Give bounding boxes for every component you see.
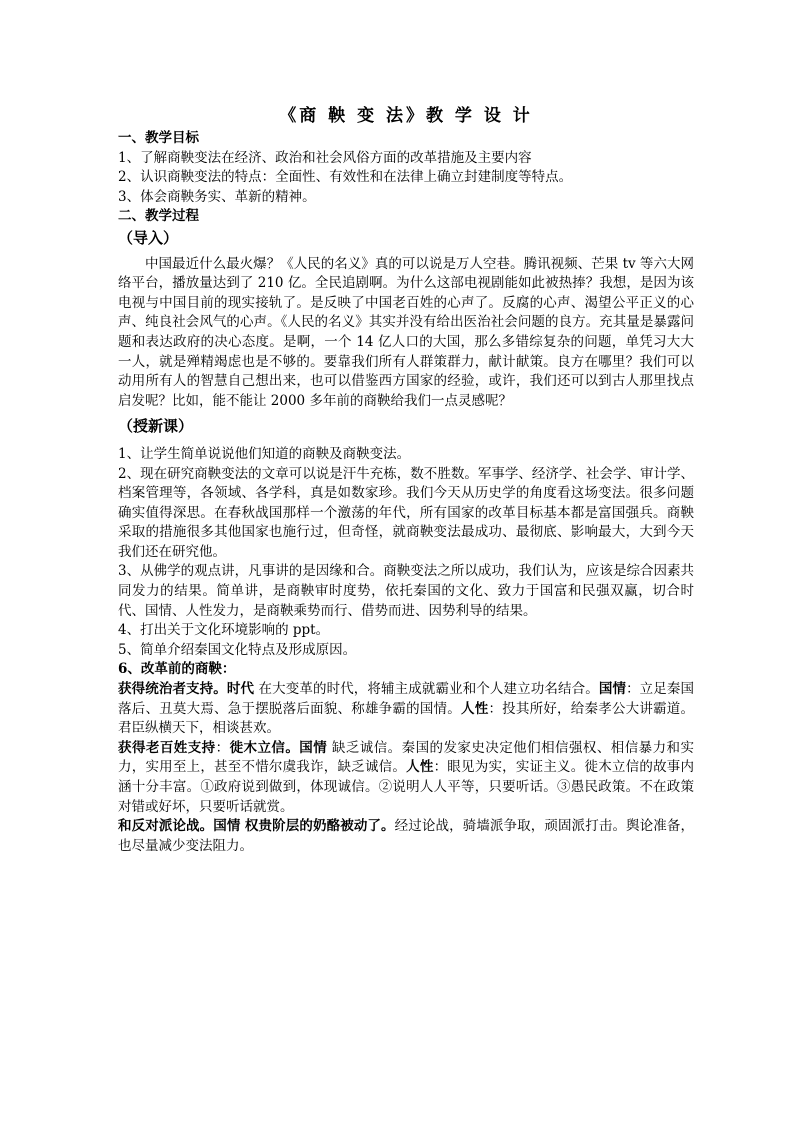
bold-phrase: 徙木立信。国情 — [229, 739, 328, 756]
section-heading-process: 二、教学过程 — [118, 208, 199, 225]
bold-phrase: 获得统治者支持。时代 — [118, 681, 255, 698]
lesson-item: 1、让学生简单说说他们知道的商鞅及商鞅变法。 — [118, 445, 411, 462]
lesson-item: 5、简单介绍秦国文化特点及形成原因。 — [118, 641, 357, 658]
text-run: ：投其所好，给秦孝公大讲霸道。君臣纵横天下，相谈甚欢。 — [118, 700, 695, 737]
text-run: ： — [215, 739, 230, 756]
lesson-item: 3、从佛学的观点讲，凡事讲的是因缘和合。商鞅变法之所以成功，我们认为，应该是综合因素共同发力的结果。简单讲，是商鞅审时度势，依托秦国的文化、致力于国富和民强双赢，切合时代、国情、人性发力，是商鞅乘势而行、借势而进、因势利导的结果。 — [118, 563, 694, 619]
objective-item: 1、了解商鞅变法在经济、政治和社会风俗方面的改革措施及主要内容 — [118, 149, 532, 166]
lesson-item: 4、打出关于文化环境影响的 ppt。 — [118, 622, 330, 639]
section-heading-objectives: 一、教学目标 — [118, 130, 199, 146]
intro-paragraph: 中国最近什么最火爆？《人民的名义》真的可以说是万人空巷。腾讯视频、芒果 tv 等六大网络平台，播放量达到了 210 亿。全民追剧啊。为什么这部电视剧能如此被热捧？我想，是因为该电视与中国目前的现实接轨了。是反映了中国老百姓的心声了。反腐的心声、渴望公平正义的心声、纯良社会风气的心声。《人民的名义》其实并没有给出医治社会问题的良方。充其量是暴露问题和表达政府的决心态度。是啊，一个 14 亿人口的大国，那么多错综复杂的问题，单凭习大大一人，就是殚精竭虑也是不够的。要靠我们所有人群策群力，献计献策。良方在哪里？我们可以动用所有人的智慧自己想出来，也可以借鉴西方国家的经验，或许，我们还可以到古人那里找点启发呢？比如，能不能让 2000 多年前的商鞅给我们一点灵感呢？ — [118, 255, 694, 409]
text-run: 缺乏诚信。秦国的发家史决定他们相信强权、相信暴力和实力，实用至上，甚至不惜尔虞我诈，缺乏诚信。 — [118, 739, 695, 776]
subheading-new-lesson: （授新课） — [118, 417, 194, 436]
text-run: 经过论战，骑墙派争取，顽固派打击。舆论准备，也尽量减少变法阻力。 — [118, 818, 695, 854]
subheading-intro: （导入） — [118, 228, 179, 247]
text-run: ：立足秦国落后、丑莫大焉、急于摆脱落后面貌、称雄争霸的国情。 — [118, 681, 695, 717]
paragraph-ruler-support — [118, 680, 694, 739]
bold-phrase: 国情 — [598, 681, 627, 698]
text-run: 在大变革的时代，将辅主成就霸业和个人建立功名结合。 — [254, 681, 599, 698]
paragraph-people-support — [118, 739, 694, 817]
bold-phrase: 权贵阶层的奶酪被动了。 — [244, 818, 395, 835]
paragraph-debate — [118, 817, 694, 856]
objective-item: 3、体会商鞅务实、革新的精神。 — [118, 188, 316, 205]
objective-item: 2、认识商鞅变法的特点：全面性、有效性和在法律上确立封建制度等特点。 — [118, 169, 573, 186]
bold-phrase: 获得老百姓支持 — [118, 739, 216, 756]
lesson-item-pre-reform: 6、改革前的商鞅： — [118, 661, 236, 678]
bold-phrase: 人性 — [461, 700, 489, 717]
lesson-item: 2、现在研究商鞅变法的文章可以说是汗牛充栋，数不胜数。军事学、经济学、社会学、审计学、档案管理等，各领域、各学科，真是如数家珍。我们今天从历史学的角度看这场变法。很多问题确实值得深思。在春秋战国那样一个激荡的年代，所有国家的改革目标基本都是富国强兵。商鞅采取的措施很多其他国家也施行过，但奇怪，就商鞅变法最成功、最彻底、影响最大，大到今天我们还在研究他。 — [118, 465, 694, 560]
text-run: ：眼见为实，实证主义。徙木立信的故事内涵十分丰富。①政府说到做到，体现诚信。②说明人人平等，只要听话。③愚民政策。不在政策对错或好坏，只要听话就赏。 — [118, 759, 695, 815]
bold-phrase: 和反对派论战。国情 — [118, 818, 241, 835]
bold-phrase: 人性 — [406, 759, 434, 776]
document-title: 《商 鞅 变 法》教 学 设 计 — [279, 106, 533, 126]
document-page — [118, 103, 694, 856]
